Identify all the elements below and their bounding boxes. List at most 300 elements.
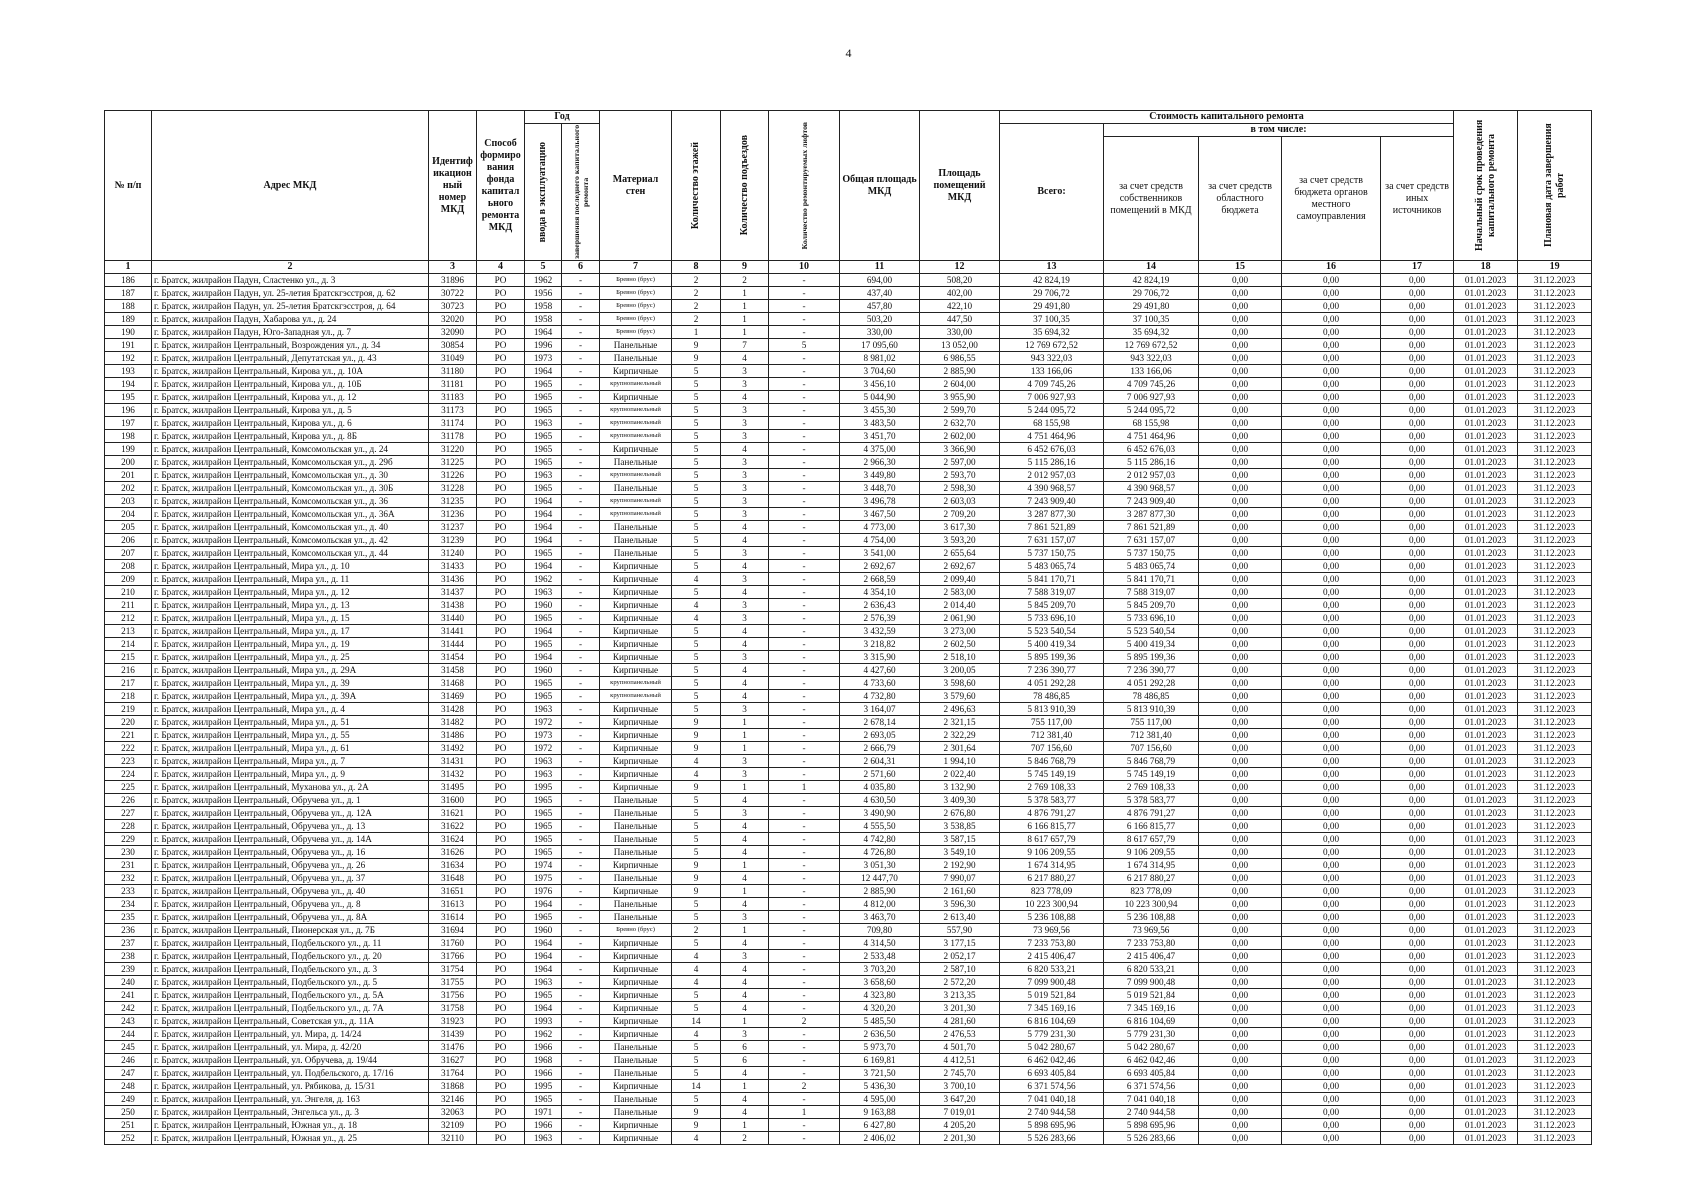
start-date-cell: 01.01.2023 [1454, 482, 1518, 495]
entrances-cell: 4 [721, 1002, 769, 1015]
entrances-cell: 4 [721, 833, 769, 846]
entrances-cell: 1 [721, 1119, 769, 1132]
year-last-repair-cell: - [562, 690, 600, 703]
start-date-cell: 01.01.2023 [1454, 378, 1518, 391]
cost-other-cell: 0,00 [1381, 1093, 1454, 1106]
end-date-cell: 31.12.2023 [1518, 287, 1592, 300]
address-cell: г. Братск, жилрайон Центральный, Комсомольская ул., д. 24 [152, 443, 429, 456]
total-area-cell: 2 636,43 [840, 599, 920, 612]
entrances-cell: 4 [721, 521, 769, 534]
year-last-repair-cell: - [562, 430, 600, 443]
floors-cell: 5 [672, 365, 721, 378]
elevators-cell: - [769, 560, 840, 573]
cost-total-cell: 5 733 696,10 [1000, 612, 1104, 625]
total-area-cell: 4 375,00 [840, 443, 920, 456]
cost-local-cell: 0,00 [1282, 417, 1381, 430]
formation-method-cell: РО [477, 495, 525, 508]
wall-material-cell: крупнопанельный [600, 495, 672, 508]
cost-owners-cell: 3 287 877,30 [1104, 508, 1199, 521]
column-number: 4 [477, 261, 525, 274]
entrances-cell: 1 [721, 1080, 769, 1093]
row-number-cell: 190 [105, 326, 152, 339]
total-area-cell: 3 456,10 [840, 378, 920, 391]
cost-total-cell: 2 740 944,58 [1000, 1106, 1104, 1119]
premises-area-cell: 2 052,17 [920, 950, 1000, 963]
ident-number-cell: 31764 [429, 1067, 477, 1080]
row-number-cell: 212 [105, 612, 152, 625]
cost-other-cell: 0,00 [1381, 768, 1454, 781]
cost-total-cell: 5 737 150,75 [1000, 547, 1104, 560]
address-cell: г. Братск, жилрайон Центральный, ул. Мира, д. 14/24 [152, 1028, 429, 1041]
formation-method-cell: РО [477, 859, 525, 872]
year-commission-cell: 1965 [525, 833, 562, 846]
formation-method-cell: РО [477, 664, 525, 677]
ident-number-cell: 31439 [429, 1028, 477, 1041]
cost-regional-cell: 0,00 [1199, 937, 1282, 950]
ident-number-cell: 31226 [429, 469, 477, 482]
elevators-cell: - [769, 365, 840, 378]
premises-area-cell: 508,20 [920, 274, 1000, 287]
floors-cell: 4 [672, 768, 721, 781]
cost-regional-cell: 0,00 [1199, 729, 1282, 742]
ident-number-cell: 31183 [429, 391, 477, 404]
column-number: 2 [152, 261, 429, 274]
premises-area-cell: 2 593,70 [920, 469, 1000, 482]
floors-cell: 4 [672, 599, 721, 612]
start-date-cell: 01.01.2023 [1454, 781, 1518, 794]
start-date-cell: 01.01.2023 [1454, 924, 1518, 937]
cost-local-cell: 0,00 [1282, 443, 1381, 456]
cost-total-cell: 5 779 231,30 [1000, 1028, 1104, 1041]
cost-other-cell: 0,00 [1381, 1067, 1454, 1080]
total-area-cell: 3 721,50 [840, 1067, 920, 1080]
formation-method-cell: РО [477, 443, 525, 456]
formation-method-cell: РО [477, 534, 525, 547]
cost-regional-cell: 0,00 [1199, 495, 1282, 508]
wall-material-cell: Панельные [600, 1041, 672, 1054]
year-commission-cell: 1964 [525, 1002, 562, 1015]
column-number: 1 [105, 261, 152, 274]
cost-owners-cell: 4 390 968,57 [1104, 482, 1199, 495]
elevators-cell: 1 [769, 1106, 840, 1119]
ident-number-cell: 31235 [429, 495, 477, 508]
cost-total-cell: 943 322,03 [1000, 352, 1104, 365]
cost-total-cell: 2 012 957,03 [1000, 469, 1104, 482]
cost-owners-cell: 2 415 406,47 [1104, 950, 1199, 963]
cost-total-cell: 4 709 745,26 [1000, 378, 1104, 391]
end-date-cell: 31.12.2023 [1518, 950, 1592, 963]
table-row [105, 573, 1592, 586]
table-row [105, 326, 1592, 339]
premises-area-cell: 330,00 [920, 326, 1000, 339]
wall-material-cell: Кирпичные [600, 651, 672, 664]
ident-number-cell: 32063 [429, 1106, 477, 1119]
end-date-cell: 31.12.2023 [1518, 1002, 1592, 1015]
start-date-cell: 01.01.2023 [1454, 599, 1518, 612]
entrances-cell: 1 [721, 885, 769, 898]
premises-area-cell: 4 501,70 [920, 1041, 1000, 1054]
cost-local-cell: 0,00 [1282, 1067, 1381, 1080]
total-area-cell: 4 555,50 [840, 820, 920, 833]
total-area-cell: 5 436,30 [840, 1080, 920, 1093]
address-cell: г. Братск, жилрайон Центральный, Мира ул., д. 12 [152, 586, 429, 599]
year-commission-cell: 1965 [525, 820, 562, 833]
end-date-cell: 31.12.2023 [1518, 482, 1592, 495]
total-area-cell: 3 051,30 [840, 859, 920, 872]
wall-material-cell: Панельные [600, 339, 672, 352]
entrances-cell: 3 [721, 768, 769, 781]
cost-regional-cell: 0,00 [1199, 1119, 1282, 1132]
elevators-cell: - [769, 755, 840, 768]
ident-number-cell: 30723 [429, 300, 477, 313]
cost-total-cell: 5 745 149,19 [1000, 768, 1104, 781]
table-row [105, 339, 1592, 352]
floors-cell: 9 [672, 781, 721, 794]
cost-total-cell: 4 751 464,96 [1000, 430, 1104, 443]
wall-material-cell: Бревно (брус) [600, 300, 672, 313]
floors-cell: 4 [672, 612, 721, 625]
end-date-cell: 31.12.2023 [1518, 508, 1592, 521]
cost-total-cell: 10 223 300,94 [1000, 898, 1104, 911]
floors-cell: 5 [672, 443, 721, 456]
start-date-cell: 01.01.2023 [1454, 807, 1518, 820]
row-number-cell: 207 [105, 547, 152, 560]
start-date-cell: 01.01.2023 [1454, 508, 1518, 521]
cost-owners-cell: 5 526 283,66 [1104, 1132, 1199, 1145]
ident-number-cell: 31614 [429, 911, 477, 924]
header-floors-text: Количество этажей [690, 141, 702, 230]
end-date-cell: 31.12.2023 [1518, 365, 1592, 378]
cost-regional-cell: 0,00 [1199, 586, 1282, 599]
end-date-cell: 31.12.2023 [1518, 1015, 1592, 1028]
elevators-cell: - [769, 937, 840, 950]
start-date-cell: 01.01.2023 [1454, 989, 1518, 1002]
address-cell: г. Братск, жилрайон Центральный, Подбельского ул., д. 5А [152, 989, 429, 1002]
start-date-cell: 01.01.2023 [1454, 300, 1518, 313]
entrances-cell: 4 [721, 1067, 769, 1080]
cost-owners-cell: 73 969,56 [1104, 924, 1199, 937]
cost-owners-cell: 5 042 280,67 [1104, 1041, 1199, 1054]
cost-owners-cell: 5 400 419,34 [1104, 638, 1199, 651]
cost-local-cell: 0,00 [1282, 755, 1381, 768]
cost-total-cell: 37 100,35 [1000, 313, 1104, 326]
cost-other-cell: 0,00 [1381, 1002, 1454, 1015]
formation-method-cell: РО [477, 1080, 525, 1093]
year-commission-cell: 1963 [525, 768, 562, 781]
cost-total-cell: 12 769 672,52 [1000, 339, 1104, 352]
elevators-cell: - [769, 794, 840, 807]
address-cell: г. Братск, жилрайон Центральный, Подбельского ул., д. 7А [152, 1002, 429, 1015]
cost-total-cell: 5 841 170,71 [1000, 573, 1104, 586]
row-number-cell: 238 [105, 950, 152, 963]
address-cell: г. Братск, жилрайон Центральный, ул. Подбельского, д. 17/16 [152, 1067, 429, 1080]
cost-total-cell: 5 895 199,36 [1000, 651, 1104, 664]
year-last-repair-cell: - [562, 716, 600, 729]
entrances-cell: 4 [721, 820, 769, 833]
row-number-cell: 209 [105, 573, 152, 586]
elevators-cell: - [769, 690, 840, 703]
entrances-cell: 3 [721, 482, 769, 495]
wall-material-cell: Кирпичные [600, 560, 672, 573]
end-date-cell: 31.12.2023 [1518, 937, 1592, 950]
cost-local-cell: 0,00 [1282, 1132, 1381, 1145]
year-commission-cell: 1965 [525, 690, 562, 703]
cost-total-cell: 7 631 157,07 [1000, 534, 1104, 547]
entrances-cell: 1 [721, 742, 769, 755]
year-last-repair-cell: - [562, 859, 600, 872]
start-date-cell: 01.01.2023 [1454, 911, 1518, 924]
entrances-cell: 4 [721, 690, 769, 703]
cost-regional-cell: 0,00 [1199, 911, 1282, 924]
cost-owners-cell: 7 588 319,07 [1104, 586, 1199, 599]
cost-other-cell: 0,00 [1381, 1015, 1454, 1028]
address-cell: г. Братск, жилрайон Центральный, Подбельского ул., д. 11 [152, 937, 429, 950]
total-area-cell: 3 658,60 [840, 976, 920, 989]
year-commission-cell: 1965 [525, 612, 562, 625]
cost-regional-cell: 0,00 [1199, 768, 1282, 781]
year-commission-cell: 1964 [525, 950, 562, 963]
wall-material-cell: крупнопанельный [600, 417, 672, 430]
year-last-repair-cell: - [562, 976, 600, 989]
column-number: 10 [769, 261, 840, 274]
cost-regional-cell: 0,00 [1199, 846, 1282, 859]
start-date-cell: 01.01.2023 [1454, 560, 1518, 573]
header-num: № п/п [105, 111, 152, 261]
start-date-cell: 01.01.2023 [1454, 950, 1518, 963]
table-row [105, 820, 1592, 833]
ident-number-cell: 31236 [429, 508, 477, 521]
cost-local-cell: 0,00 [1282, 274, 1381, 287]
cost-total-cell: 42 824,19 [1000, 274, 1104, 287]
end-date-cell: 31.12.2023 [1518, 651, 1592, 664]
end-date-cell: 31.12.2023 [1518, 924, 1592, 937]
cost-regional-cell: 0,00 [1199, 326, 1282, 339]
cost-total-cell: 6 820 533,21 [1000, 963, 1104, 976]
ident-number-cell: 31600 [429, 794, 477, 807]
elevators-cell: - [769, 651, 840, 664]
elevators-cell: - [769, 1028, 840, 1041]
address-cell: г. Братск, жилрайон Падун, ул. 25-летия Братскгэсстроя, д. 62 [152, 287, 429, 300]
year-last-repair-cell: - [562, 937, 600, 950]
ident-number-cell: 32020 [429, 313, 477, 326]
start-date-cell: 01.01.2023 [1454, 846, 1518, 859]
ident-number-cell: 31469 [429, 690, 477, 703]
end-date-cell: 31.12.2023 [1518, 755, 1592, 768]
year-commission-cell: 1965 [525, 456, 562, 469]
year-last-repair-cell: - [562, 1041, 600, 1054]
wall-material-cell: крупнопанельный [600, 404, 672, 417]
cost-local-cell: 0,00 [1282, 352, 1381, 365]
cost-owners-cell: 4 709 745,26 [1104, 378, 1199, 391]
cost-total-cell: 2 415 406,47 [1000, 950, 1104, 963]
cost-other-cell: 0,00 [1381, 976, 1454, 989]
premises-area-cell: 3 132,90 [920, 781, 1000, 794]
floors-cell: 5 [672, 547, 721, 560]
premises-area-cell: 2 745,70 [920, 1067, 1000, 1080]
elevators-cell: - [769, 1093, 840, 1106]
cost-other-cell: 0,00 [1381, 443, 1454, 456]
start-date-cell: 01.01.2023 [1454, 404, 1518, 417]
formation-method-cell: РО [477, 586, 525, 599]
total-area-cell: 4 732,80 [840, 690, 920, 703]
floors-cell: 5 [672, 677, 721, 690]
year-last-repair-cell: - [562, 612, 600, 625]
floors-cell: 5 [672, 989, 721, 1002]
end-date-cell: 31.12.2023 [1518, 443, 1592, 456]
address-cell: г. Братск, жилрайон Центральный, Мира ул., д. 13 [152, 599, 429, 612]
cost-local-cell: 0,00 [1282, 1080, 1381, 1093]
premises-area-cell: 3 213,35 [920, 989, 1000, 1002]
cost-owners-cell: 5 779 231,30 [1104, 1028, 1199, 1041]
cost-regional-cell: 0,00 [1199, 508, 1282, 521]
entrances-cell: 3 [721, 430, 769, 443]
cost-other-cell: 0,00 [1381, 469, 1454, 482]
premises-area-cell: 2 597,00 [920, 456, 1000, 469]
premises-area-cell: 2 301,64 [920, 742, 1000, 755]
column-number: 8 [672, 261, 721, 274]
cost-regional-cell: 0,00 [1199, 378, 1282, 391]
address-cell: г. Братск, жилрайон Центральный, Мира ул., д. 29А [152, 664, 429, 677]
ident-number-cell: 31495 [429, 781, 477, 794]
elevators-cell: - [769, 846, 840, 859]
premises-area-cell: 2 496,63 [920, 703, 1000, 716]
address-cell: г. Братск, жилрайон Центральный, Подбельского ул., д. 3 [152, 963, 429, 976]
entrances-cell: 3 [721, 651, 769, 664]
ident-number-cell: 31651 [429, 885, 477, 898]
cost-local-cell: 0,00 [1282, 937, 1381, 950]
cost-owners-cell: 7 006 927,93 [1104, 391, 1199, 404]
start-date-cell: 01.01.2023 [1454, 729, 1518, 742]
elevators-cell: - [769, 664, 840, 677]
table-row [105, 1041, 1592, 1054]
floors-cell: 5 [672, 391, 721, 404]
cost-other-cell: 0,00 [1381, 508, 1454, 521]
total-area-cell: 3 448,70 [840, 482, 920, 495]
cost-regional-cell: 0,00 [1199, 651, 1282, 664]
year-commission-cell: 1960 [525, 599, 562, 612]
wall-material-cell: Кирпичные [600, 937, 672, 950]
floors-cell: 5 [672, 534, 721, 547]
address-cell: г. Братск, жилрайон Центральный, Обручева ул., д. 12А [152, 807, 429, 820]
cost-owners-cell: 943 322,03 [1104, 352, 1199, 365]
row-number-cell: 244 [105, 1028, 152, 1041]
wall-material-cell: Панельные [600, 833, 672, 846]
cost-regional-cell: 0,00 [1199, 898, 1282, 911]
year-last-repair-cell: - [562, 924, 600, 937]
row-number-cell: 216 [105, 664, 152, 677]
cost-regional-cell: 0,00 [1199, 833, 1282, 846]
entrances-cell: 3 [721, 807, 769, 820]
cost-local-cell: 0,00 [1282, 430, 1381, 443]
start-date-cell: 01.01.2023 [1454, 1015, 1518, 1028]
end-date-cell: 31.12.2023 [1518, 1067, 1592, 1080]
entrances-cell: 3 [721, 612, 769, 625]
cost-other-cell: 0,00 [1381, 430, 1454, 443]
header-year-last-repair-text: завершения последнего капитального ремонта [571, 124, 590, 260]
table-row [105, 1054, 1592, 1067]
year-last-repair-cell: - [562, 664, 600, 677]
cost-other-cell: 0,00 [1381, 482, 1454, 495]
cost-owners-cell: 9 106 209,55 [1104, 846, 1199, 859]
year-last-repair-cell: - [562, 560, 600, 573]
cost-local-cell: 0,00 [1282, 820, 1381, 833]
cost-regional-cell: 0,00 [1199, 755, 1282, 768]
wall-material-cell: Кирпичные [600, 573, 672, 586]
year-commission-cell: 1964 [525, 963, 562, 976]
ident-number-cell: 32109 [429, 1119, 477, 1132]
year-last-repair-cell: - [562, 651, 600, 664]
premises-area-cell: 2 604,00 [920, 378, 1000, 391]
elevators-cell: - [769, 924, 840, 937]
wall-material-cell: Панельные [600, 911, 672, 924]
address-cell: г. Братск, жилрайон Падун, Юго-Западная ул., д. 7 [152, 326, 429, 339]
year-last-repair-cell: - [562, 443, 600, 456]
premises-area-cell: 2 061,90 [920, 612, 1000, 625]
row-number-cell: 226 [105, 794, 152, 807]
floors-cell: 5 [672, 482, 721, 495]
cost-regional-cell: 0,00 [1199, 820, 1282, 833]
cost-owners-cell: 7 233 753,80 [1104, 937, 1199, 950]
table-row [105, 287, 1592, 300]
row-number-cell: 225 [105, 781, 152, 794]
total-area-cell: 2 668,59 [840, 573, 920, 586]
cost-other-cell: 0,00 [1381, 300, 1454, 313]
year-last-repair-cell: - [562, 833, 600, 846]
floors-cell: 2 [672, 313, 721, 326]
ident-number-cell: 31174 [429, 417, 477, 430]
cost-owners-cell: 6 452 676,03 [1104, 443, 1199, 456]
start-date-cell: 01.01.2023 [1454, 274, 1518, 287]
start-date-cell: 01.01.2023 [1454, 430, 1518, 443]
premises-area-cell: 7 990,07 [920, 872, 1000, 885]
cost-total-cell: 8 617 657,79 [1000, 833, 1104, 846]
formation-method-cell: РО [477, 872, 525, 885]
cost-total-cell: 6 371 574,56 [1000, 1080, 1104, 1093]
wall-material-cell: Кирпичные [600, 443, 672, 456]
row-number-cell: 191 [105, 339, 152, 352]
cost-local-cell: 0,00 [1282, 456, 1381, 469]
cost-local-cell: 0,00 [1282, 833, 1381, 846]
ident-number-cell: 31760 [429, 937, 477, 950]
end-date-cell: 31.12.2023 [1518, 404, 1592, 417]
total-area-cell: 4 320,20 [840, 1002, 920, 1015]
header-year-commission [525, 124, 562, 261]
start-date-cell: 01.01.2023 [1454, 976, 1518, 989]
address-cell: г. Братск, жилрайон Центральный, Мира ул., д. 4 [152, 703, 429, 716]
ident-number-cell: 32090 [429, 326, 477, 339]
address-cell: г. Братск, жилрайон Центральный, Комсомольская ул., д. 36А [152, 508, 429, 521]
elevators-cell: 2 [769, 1015, 840, 1028]
wall-material-cell: Панельные [600, 547, 672, 560]
row-number-cell: 236 [105, 924, 152, 937]
year-last-repair-cell: - [562, 482, 600, 495]
table-row [105, 274, 1592, 287]
year-commission-cell: 1963 [525, 976, 562, 989]
cost-local-cell: 0,00 [1282, 911, 1381, 924]
elevators-cell: - [769, 404, 840, 417]
cost-other-cell: 0,00 [1381, 820, 1454, 833]
floors-cell: 14 [672, 1015, 721, 1028]
entrances-cell: 3 [721, 365, 769, 378]
entrances-cell: 4 [721, 846, 769, 859]
elevators-cell: - [769, 391, 840, 404]
ident-number-cell: 31181 [429, 378, 477, 391]
cost-regional-cell: 0,00 [1199, 989, 1282, 1002]
formation-method-cell: РО [477, 976, 525, 989]
formation-method-cell: РО [477, 521, 525, 534]
start-date-cell: 01.01.2023 [1454, 1080, 1518, 1093]
header-method: Способ формиро вания фонда капитал ьного ремонта МКД [477, 111, 525, 261]
